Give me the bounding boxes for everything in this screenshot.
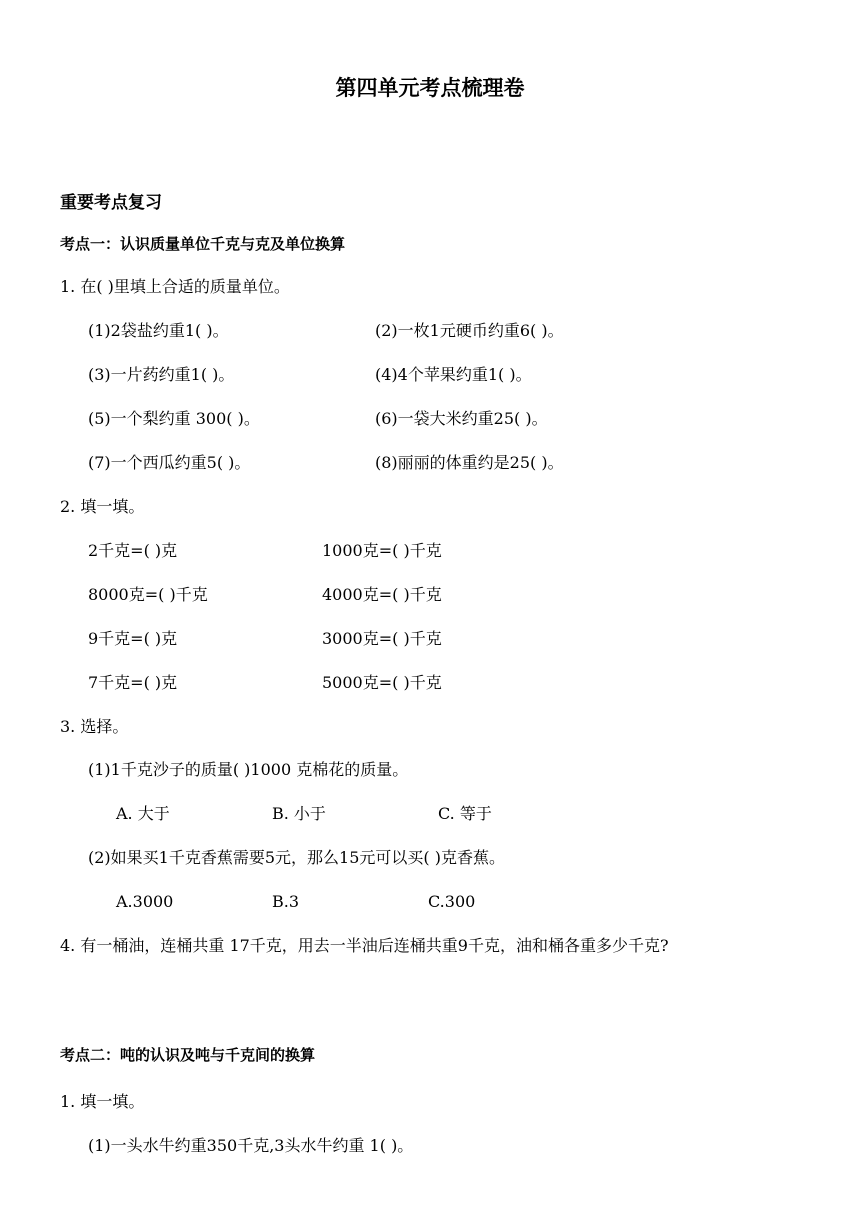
k1-q1-item-7: (7)一个西瓜约重5( )。 [88,453,251,472]
k1-q3-sub1-option-c: C. 等于 [438,804,492,823]
k1-q1-stem: 1. 在( )里填上合适的质量单位。 [60,277,290,296]
k1-q2-item-3: 8000克=( )千克 [88,585,208,604]
k1-q1-item-8: (8)丽丽的体重约是25( )。 [375,453,564,472]
k1-q1-item-3: (3)一片药约重1( )。 [88,365,235,384]
k1-q2-item-5: 9千克=( )克 [88,629,178,648]
k1-q2-item-8: 5000克=( )千克 [322,673,442,692]
k1-q2-stem: 2. 填一填。 [60,497,145,516]
kaodian2-heading: 考点二：吨的认识及吨与千克间的换算 [60,1046,316,1064]
k1-q2-item-1: 2千克=( )克 [88,541,178,560]
k1-q3-sub2-option-a: A.3000 [116,892,174,911]
k1-q3-sub2-option-c: C.300 [428,892,476,911]
k1-q1-item-5: (5)一个梨约重 300( )。 [88,409,260,428]
k2-q1-item-1: (1)一头水牛约重350千克,3头水牛约重 1( )。 [88,1136,414,1155]
k1-q3-sub2-option-b: B.3 [272,892,300,911]
k1-q1-item-2: (2)一枚1元硬币约重6( )。 [375,321,564,340]
k1-q3-sub1-question: (1)1千克沙子的质量( )1000 克棉花的质量。 [88,760,409,779]
k1-q3-stem: 3. 选择。 [60,717,129,736]
k1-q4-stem: 4. 有一桶油，连桶共重 17千克，用去一半油后连桶共重9千克，油和桶各重多少千克? [60,936,669,955]
k1-q3-sub1-option-a: A. 大于 [116,804,170,823]
k2-q1-stem: 1. 填一填。 [60,1092,145,1111]
k1-q1-item-6: (6)一袋大米约重25( )。 [375,409,548,428]
k1-q2-item-2: 1000克=( )千克 [322,541,442,560]
k1-q3-sub1-option-b: B. 小于 [272,804,326,823]
k1-q1-item-1: (1)2袋盐约重1( )。 [88,321,229,340]
k1-q2-item-4: 4000克=( )千克 [322,585,442,604]
k1-q2-item-6: 3000克=( )千克 [322,629,442,648]
page-title: 第四单元考点梳理卷 [335,76,525,100]
k1-q2-item-7: 7千克=( )克 [88,673,178,692]
section-heading: 重要考点复习 [60,193,162,213]
k1-q3-sub2-question: (2)如果买1千克香蕉需要5元，那么15元可以买( )克香蕉。 [88,848,505,867]
kaodian1-heading: 考点一：认识质量单位千克与克及单位换算 [60,235,346,253]
k1-q1-item-4: (4)4个苹果约重1( )。 [375,365,532,384]
